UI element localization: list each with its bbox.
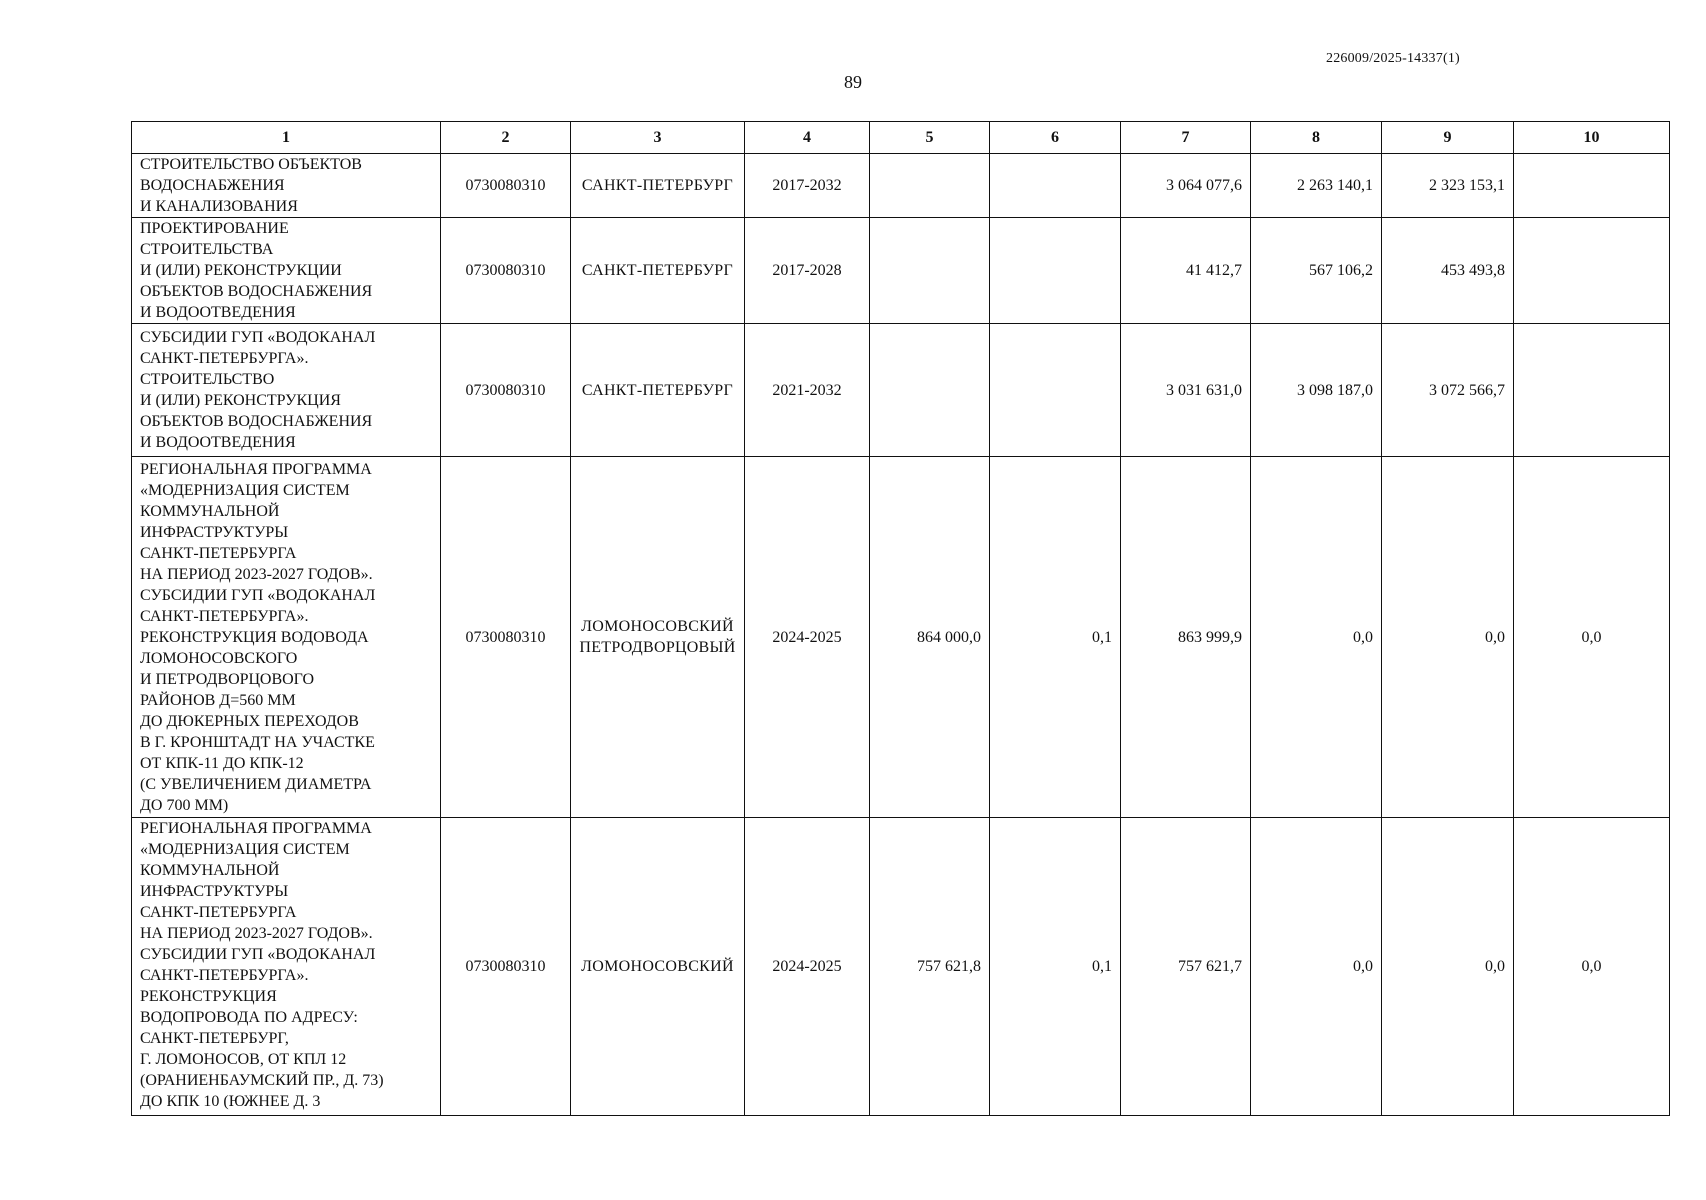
- column-header-6: 6: [990, 122, 1121, 154]
- district-cell: САНКТ-ПЕТЕРБУРГ: [571, 154, 745, 218]
- value-cell-col5: [870, 218, 990, 324]
- period-cell: 2021-2032: [745, 324, 870, 457]
- value-cell-col8: 3 098 187,0: [1251, 324, 1382, 457]
- value-cell-col10: [1514, 218, 1670, 324]
- value-cell-col6: 0,1: [990, 818, 1121, 1116]
- table-row: [132, 818, 1670, 1116]
- value-cell-col10: [1514, 324, 1670, 457]
- object-name-cell: СУБСИДИИ ГУП «ВОДОКАНАЛ САНКТ-ПЕТЕРБУРГА». СТРОИТЕЛЬСТВО И (ИЛИ) РЕКОНСТРУКЦИЯ ОБЪЕКТОВ ВОДОСНАБЖЕНИЯ И ВОДООТВЕДЕНИЯ: [132, 324, 441, 457]
- value-cell-col5: [870, 154, 990, 218]
- column-number-header-row: [132, 122, 1670, 154]
- value-cell-col6: [990, 218, 1121, 324]
- value-cell-col10: 0,0: [1514, 457, 1670, 818]
- value-cell-col7: 41 412,7: [1121, 218, 1251, 324]
- target-article-code-cell: 0730080310: [441, 218, 571, 324]
- period-cell: 2017-2032: [745, 154, 870, 218]
- table-row: [132, 218, 1670, 324]
- budget-table: [131, 121, 1670, 1116]
- value-cell-col10: 0,0: [1514, 818, 1670, 1116]
- district-cell: САНКТ-ПЕТЕРБУРГ: [571, 218, 745, 324]
- value-cell-col8: 567 106,2: [1251, 218, 1382, 324]
- object-name-cell: РЕГИОНАЛЬНАЯ ПРОГРАММА «МОДЕРНИЗАЦИЯ СИСТЕМ КОММУНАЛЬНОЙ ИНФРАСТРУКТУРЫ САНКТ-ПЕТЕРБУРГА НА ПЕРИОД 2023-2027 ГОДОВ». СУБСИДИИ ГУП «ВОДОКАНАЛ САНКТ-ПЕТЕРБУРГА». РЕКОНСТРУКЦИЯ ВОДОВОДА ЛОМОНОСОВСКОГО И ПЕТРОДВОРЦОВОГО РАЙОНОВ Д=560 ММ ДО ДЮКЕРНЫХ ПЕРЕХОДОВ В Г. КРОНШТАДТ НА УЧАСТКЕ ОТ КПК-11 ДО КПК-12 (С УВЕЛИЧЕНИЕМ ДИАМЕТРА ДО 700 ММ): [132, 457, 441, 818]
- value-cell-col6: [990, 154, 1121, 218]
- value-cell-col7: 863 999,9: [1121, 457, 1251, 818]
- value-cell-col9: 3 072 566,7: [1382, 324, 1514, 457]
- column-header-1: 1: [132, 122, 441, 154]
- document-registration-number: 226009/2025-14337(1): [1326, 51, 1460, 66]
- target-article-code-cell: 0730080310: [441, 154, 571, 218]
- value-cell-col8: 0,0: [1251, 457, 1382, 818]
- column-header-7: 7: [1121, 122, 1251, 154]
- value-cell-col6: [990, 324, 1121, 457]
- value-cell-col9: 453 493,8: [1382, 218, 1514, 324]
- district-cell: ЛОМОНОСОВСКИЙ ПЕТРОДВОРЦОВЫЙ: [571, 457, 745, 818]
- column-header-10: 10: [1514, 122, 1670, 154]
- district-cell: САНКТ-ПЕТЕРБУРГ: [571, 324, 745, 457]
- column-header-9: 9: [1382, 122, 1514, 154]
- column-header-4: 4: [745, 122, 870, 154]
- value-cell-col9: 2 323 153,1: [1382, 154, 1514, 218]
- value-cell-col10: [1514, 154, 1670, 218]
- value-cell-col8: 2 263 140,1: [1251, 154, 1382, 218]
- value-cell-col9: 0,0: [1382, 818, 1514, 1116]
- value-cell-col7: 3 031 631,0: [1121, 324, 1251, 457]
- value-cell-col7: 757 621,7: [1121, 818, 1251, 1116]
- value-cell-col5: 864 000,0: [870, 457, 990, 818]
- target-article-code-cell: 0730080310: [441, 324, 571, 457]
- period-cell: 2017-2028: [745, 218, 870, 324]
- object-name-cell: СТРОИТЕЛЬСТВО ОБЪЕКТОВ ВОДОСНАБЖЕНИЯ И КАНАЛИЗОВАНИЯ: [132, 154, 441, 218]
- value-cell-col6: 0,1: [990, 457, 1121, 818]
- value-cell-col9: 0,0: [1382, 457, 1514, 818]
- column-header-3: 3: [571, 122, 745, 154]
- table-row: [132, 324, 1670, 457]
- table-row: [132, 154, 1670, 218]
- column-header-5: 5: [870, 122, 990, 154]
- object-name-cell: РЕГИОНАЛЬНАЯ ПРОГРАММА «МОДЕРНИЗАЦИЯ СИСТЕМ КОММУНАЛЬНОЙ ИНФРАСТРУКТУРЫ САНКТ-ПЕТЕРБУРГА НА ПЕРИОД 2023-2027 ГОДОВ». СУБСИДИИ ГУП «ВОДОКАНАЛ САНКТ-ПЕТЕРБУРГА». РЕКОНСТРУКЦИЯ ВОДОПРОВОДА ПО АДРЕСУ: САНКТ-ПЕТЕРБУРГ, Г. ЛОМОНОСОВ, ОТ КПЛ 12 (ОРАНИЕНБАУМСКИЙ ПР., Д. 73) ДО КПК 10 (ЮЖНЕЕ Д. 3: [132, 818, 441, 1116]
- value-cell-col5: 757 621,8: [870, 818, 990, 1116]
- target-article-code-cell: 0730080310: [441, 457, 571, 818]
- table-row: [132, 457, 1670, 818]
- period-cell: 2024-2025: [745, 457, 870, 818]
- object-name-cell: ПРОЕКТИРОВАНИЕ СТРОИТЕЛЬСТВА И (ИЛИ) РЕКОНСТРУКЦИИ ОБЪЕКТОВ ВОДОСНАБЖЕНИЯ И ВОДООТВЕДЕНИЯ: [132, 218, 441, 324]
- target-article-code-cell: 0730080310: [441, 818, 571, 1116]
- period-cell: 2024-2025: [745, 818, 870, 1116]
- value-cell-col7: 3 064 077,6: [1121, 154, 1251, 218]
- value-cell-col8: 0,0: [1251, 818, 1382, 1116]
- district-cell: ЛОМОНОСОВСКИЙ: [571, 818, 745, 1116]
- page-number: 89: [844, 72, 862, 92]
- column-header-2: 2: [441, 122, 571, 154]
- value-cell-col5: [870, 324, 990, 457]
- column-header-8: 8: [1251, 122, 1382, 154]
